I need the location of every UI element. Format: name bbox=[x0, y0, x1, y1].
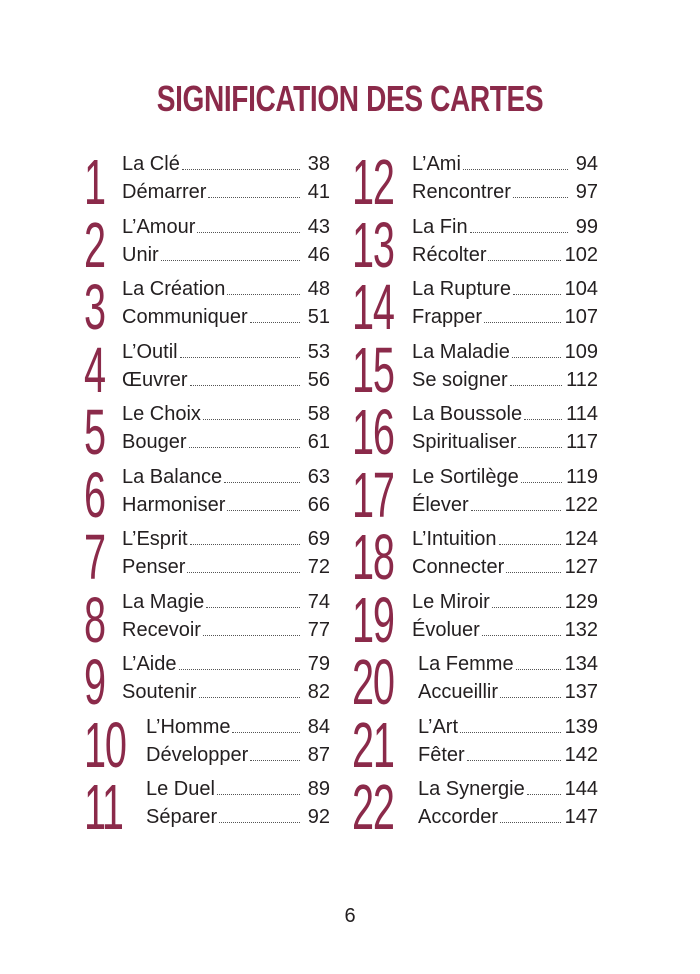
card-verb: Bouger bbox=[122, 431, 187, 453]
toc-entry bbox=[84, 333, 330, 406]
toc-entry bbox=[84, 146, 330, 218]
card-number: 2 bbox=[84, 208, 105, 281]
page-ref: 117 bbox=[566, 431, 598, 453]
card-verb: Élever bbox=[412, 493, 469, 516]
toc-line-verb[interactable] bbox=[122, 678, 330, 706]
toc-line-name[interactable] bbox=[122, 650, 330, 678]
dot-leader bbox=[217, 794, 300, 795]
page-ref: 134 bbox=[564, 653, 598, 675]
dot-leader bbox=[219, 822, 300, 823]
page-ref: 99 bbox=[575, 215, 598, 238]
toc-entry-lines bbox=[412, 588, 598, 644]
card-name: La Femme bbox=[418, 653, 514, 675]
card-verb: Développer bbox=[146, 743, 249, 766]
card-number: 1 bbox=[84, 146, 105, 218]
card-verb: Se soigner bbox=[412, 368, 508, 391]
toc-line-verb[interactable] bbox=[418, 678, 598, 706]
page-ref: 132 bbox=[564, 618, 598, 641]
card-number: 16 bbox=[352, 396, 394, 468]
toc-line-name[interactable] bbox=[122, 275, 330, 303]
dot-leader bbox=[524, 419, 562, 420]
toc-line-verb[interactable] bbox=[412, 553, 598, 581]
card-number: 22 bbox=[352, 771, 394, 843]
card-number: 13 bbox=[352, 208, 394, 281]
card-name: La Balance bbox=[122, 465, 223, 488]
toc-line-verb[interactable] bbox=[146, 741, 330, 769]
dot-leader bbox=[527, 794, 561, 795]
toc-entry-lines bbox=[122, 650, 330, 706]
card-verb: Accueillir bbox=[418, 681, 499, 703]
toc-entry-lines bbox=[412, 525, 598, 581]
toc-entry bbox=[84, 396, 330, 468]
page-ref: 92 bbox=[307, 806, 330, 828]
toc-entry bbox=[84, 708, 330, 781]
page-ref: 56 bbox=[307, 368, 330, 391]
toc-line-name[interactable] bbox=[418, 713, 598, 741]
card-verb: Recevoir bbox=[122, 618, 201, 641]
toc-entry bbox=[352, 583, 598, 656]
card-name: Le Choix bbox=[122, 403, 201, 425]
card-name: La Boussole bbox=[412, 403, 523, 425]
dot-leader bbox=[250, 322, 300, 323]
toc-line-name[interactable] bbox=[412, 525, 598, 553]
page-ref: 104 bbox=[564, 278, 598, 300]
card-verb: Unir bbox=[122, 243, 159, 266]
dot-leader bbox=[463, 169, 568, 170]
dot-leader bbox=[182, 169, 300, 170]
toc-line-name[interactable] bbox=[122, 463, 330, 491]
dot-leader bbox=[500, 697, 561, 698]
toc-line-verb[interactable] bbox=[122, 178, 330, 206]
toc-line-name[interactable] bbox=[146, 775, 330, 803]
card-name: La Clé bbox=[122, 153, 180, 175]
card-number: 3 bbox=[84, 271, 105, 343]
toc-column-right bbox=[352, 146, 598, 843]
toc-line-verb[interactable] bbox=[122, 616, 330, 644]
dot-leader bbox=[203, 635, 300, 636]
page-ref: 109 bbox=[564, 340, 598, 363]
dot-leader bbox=[500, 822, 561, 823]
card-name: L’Amour bbox=[122, 215, 196, 238]
card-verb: Spiritualiser bbox=[412, 431, 517, 453]
dot-leader bbox=[227, 510, 300, 511]
toc-line-verb[interactable] bbox=[122, 366, 330, 394]
toc-entry-lines bbox=[122, 400, 330, 456]
page-title: SIGNIFICATION DES CARTES bbox=[156, 78, 544, 119]
toc-entry bbox=[84, 646, 330, 718]
dot-leader bbox=[227, 294, 300, 295]
toc-entry-lines bbox=[122, 275, 330, 331]
toc-line-verb[interactable] bbox=[418, 803, 598, 831]
dot-leader bbox=[187, 572, 300, 573]
toc-line-name[interactable] bbox=[412, 275, 598, 303]
toc-entry bbox=[84, 271, 330, 343]
page-ref: 43 bbox=[307, 215, 330, 238]
toc-entry bbox=[352, 458, 598, 531]
card-number: 17 bbox=[352, 458, 394, 531]
card-name: La Création bbox=[122, 278, 226, 300]
page-ref: 144 bbox=[564, 778, 598, 800]
dot-leader bbox=[190, 385, 300, 386]
toc-line-name[interactable] bbox=[418, 775, 598, 803]
toc-entry-lines bbox=[412, 338, 598, 394]
toc-entry-lines bbox=[418, 650, 598, 706]
card-number: 15 bbox=[352, 333, 394, 406]
page-ref: 119 bbox=[566, 465, 598, 488]
card-name: La Magie bbox=[122, 590, 205, 613]
page-ref: 51 bbox=[307, 306, 330, 328]
toc-line-verb[interactable] bbox=[122, 491, 330, 519]
page-ref: 122 bbox=[564, 493, 598, 516]
dot-leader bbox=[206, 607, 300, 608]
card-verb: Penser bbox=[122, 556, 186, 578]
card-name: Le Duel bbox=[146, 778, 215, 800]
dot-leader bbox=[506, 572, 560, 573]
page-ref: 94 bbox=[575, 153, 598, 175]
toc-entry bbox=[352, 396, 598, 468]
toc-entry bbox=[84, 583, 330, 656]
dot-leader bbox=[208, 197, 300, 198]
toc-entry bbox=[84, 208, 330, 281]
card-number: 14 bbox=[352, 271, 394, 343]
page-ref: 124 bbox=[564, 528, 598, 550]
card-verb: Rencontrer bbox=[412, 181, 511, 203]
card-number: 12 bbox=[352, 146, 394, 218]
card-name: L’Outil bbox=[122, 340, 178, 363]
page-ref: 53 bbox=[307, 340, 330, 363]
dot-leader bbox=[484, 322, 561, 323]
card-name: La Fin bbox=[412, 215, 468, 238]
page-ref: 112 bbox=[566, 368, 598, 391]
toc-entry-lines bbox=[418, 775, 598, 831]
toc-entry bbox=[352, 708, 598, 781]
page-ref: 142 bbox=[564, 743, 598, 766]
dot-leader bbox=[470, 232, 568, 233]
page-ref: 129 bbox=[564, 590, 598, 613]
toc-line-verb[interactable] bbox=[412, 303, 598, 331]
card-verb: Récolter bbox=[412, 243, 487, 266]
toc-entry-lines bbox=[412, 463, 598, 519]
toc-line-verb[interactable] bbox=[146, 803, 330, 831]
page-ref: 114 bbox=[566, 403, 598, 425]
card-name: L’Ami bbox=[412, 153, 461, 175]
dot-leader bbox=[521, 482, 562, 483]
dot-leader bbox=[471, 510, 561, 511]
toc-entry bbox=[352, 208, 598, 281]
dot-leader bbox=[460, 732, 561, 733]
toc-entry bbox=[352, 646, 598, 718]
toc-entry bbox=[352, 771, 598, 843]
page-ref: 84 bbox=[307, 715, 330, 738]
toc-line-name[interactable] bbox=[122, 588, 330, 616]
card-verb: Accorder bbox=[418, 806, 499, 828]
page-ref: 147 bbox=[564, 806, 598, 828]
toc-line-name[interactable] bbox=[122, 338, 330, 366]
card-number: 4 bbox=[84, 333, 105, 406]
card-verb: Harmoniser bbox=[122, 493, 226, 516]
dot-leader bbox=[467, 760, 561, 761]
toc-line-name[interactable] bbox=[122, 525, 330, 553]
toc-entry-lines bbox=[146, 713, 330, 769]
card-name: La Synergie bbox=[418, 778, 525, 800]
toc-line-verb[interactable] bbox=[122, 553, 330, 581]
card-number: 20 bbox=[352, 646, 394, 718]
toc-column-left bbox=[84, 146, 330, 843]
card-number: 8 bbox=[84, 583, 105, 656]
dot-leader bbox=[518, 447, 562, 448]
page-ref: 127 bbox=[564, 556, 598, 578]
page-number: 6 bbox=[344, 905, 356, 927]
dot-leader bbox=[190, 544, 300, 545]
page-ref: 139 bbox=[564, 715, 598, 738]
page-ref: 61 bbox=[307, 431, 330, 453]
card-name: Le Sortilège bbox=[412, 465, 519, 488]
toc-entry-lines bbox=[122, 588, 330, 644]
card-verb: Connecter bbox=[412, 556, 505, 578]
page-ref: 137 bbox=[564, 681, 598, 703]
card-verb: Fêter bbox=[418, 743, 465, 766]
dot-leader bbox=[492, 607, 561, 608]
card-number: 10 bbox=[84, 708, 126, 781]
toc-entry-lines bbox=[412, 400, 598, 456]
card-name: L’Intuition bbox=[412, 528, 497, 550]
page-ref: 87 bbox=[307, 743, 330, 766]
toc-line-verb[interactable] bbox=[122, 303, 330, 331]
toc-line-name[interactable] bbox=[122, 213, 330, 241]
page-ref: 58 bbox=[307, 403, 330, 425]
toc-line-name[interactable] bbox=[412, 213, 598, 241]
card-name: Le Miroir bbox=[412, 590, 490, 613]
toc-entry bbox=[352, 333, 598, 406]
toc-line-name[interactable] bbox=[146, 713, 330, 741]
page-ref: 69 bbox=[307, 528, 330, 550]
dot-leader bbox=[180, 357, 300, 358]
toc-line-verb[interactable] bbox=[412, 491, 598, 519]
card-verb: Frapper bbox=[412, 306, 483, 328]
toc-entry-lines bbox=[122, 150, 330, 206]
card-name: L’Esprit bbox=[122, 528, 188, 550]
toc-line-verb[interactable] bbox=[122, 428, 330, 456]
toc-entry-lines bbox=[122, 463, 330, 519]
dot-leader bbox=[224, 482, 300, 483]
toc-line-name[interactable] bbox=[418, 650, 598, 678]
dot-leader bbox=[513, 294, 561, 295]
card-name: La Rupture bbox=[412, 278, 511, 300]
dot-leader bbox=[510, 385, 562, 386]
toc-entry bbox=[352, 271, 598, 343]
card-verb: Évoluer bbox=[412, 618, 480, 641]
card-name: L’Homme bbox=[146, 715, 231, 738]
card-name: L’Art bbox=[418, 715, 459, 738]
card-name: La Maladie bbox=[412, 340, 510, 363]
page-ref: 72 bbox=[307, 556, 330, 578]
page-ref: 41 bbox=[307, 181, 330, 203]
page-ref: 102 bbox=[564, 243, 598, 266]
card-number: 18 bbox=[352, 521, 394, 593]
dot-leader bbox=[499, 544, 561, 545]
page-ref: 63 bbox=[307, 465, 330, 488]
card-number: 21 bbox=[352, 708, 394, 781]
toc-entry bbox=[84, 771, 330, 843]
dot-leader bbox=[250, 760, 300, 761]
toc-entry bbox=[352, 146, 598, 218]
card-verb: Communiquer bbox=[122, 306, 248, 328]
toc-entry-lines bbox=[412, 150, 598, 206]
card-verb: Démarrer bbox=[122, 181, 207, 203]
toc-line-verb[interactable] bbox=[412, 366, 598, 394]
dot-leader bbox=[197, 232, 300, 233]
toc-entry-lines bbox=[412, 213, 598, 269]
page-ref: 82 bbox=[307, 681, 330, 703]
toc-entry-lines bbox=[122, 338, 330, 394]
toc-entry-lines bbox=[146, 775, 330, 831]
toc-entry bbox=[84, 521, 330, 593]
toc-entry bbox=[84, 458, 330, 531]
toc-entry-lines bbox=[122, 525, 330, 581]
toc-entry-lines bbox=[122, 213, 330, 269]
toc-line-verb[interactable] bbox=[412, 428, 598, 456]
toc-line-verb[interactable] bbox=[412, 241, 598, 269]
card-number: 19 bbox=[352, 583, 394, 656]
dot-leader bbox=[512, 357, 561, 358]
page-ref: 74 bbox=[307, 590, 330, 613]
page-ref: 89 bbox=[307, 778, 330, 800]
toc-line-name[interactable] bbox=[122, 150, 330, 178]
dot-leader bbox=[488, 260, 560, 261]
dot-leader bbox=[516, 669, 561, 670]
toc-line-name[interactable] bbox=[122, 400, 330, 428]
toc-line-verb[interactable] bbox=[122, 241, 330, 269]
toc-line-name[interactable] bbox=[412, 400, 598, 428]
card-number: 6 bbox=[84, 458, 105, 531]
toc-line-verb[interactable] bbox=[418, 741, 598, 769]
card-verb: Soutenir bbox=[122, 681, 197, 703]
toc-line-verb[interactable] bbox=[412, 178, 598, 206]
page-ref: 107 bbox=[564, 306, 598, 328]
page-ref: 46 bbox=[307, 243, 330, 266]
card-verb: Œuvrer bbox=[122, 368, 188, 391]
card-number: 5 bbox=[84, 396, 105, 468]
page-ref: 38 bbox=[307, 153, 330, 175]
card-number: 7 bbox=[84, 521, 105, 593]
dot-leader bbox=[482, 635, 561, 636]
toc-line-name[interactable] bbox=[412, 150, 598, 178]
toc-entry-lines bbox=[412, 275, 598, 331]
dot-leader bbox=[203, 419, 300, 420]
toc-line-name[interactable] bbox=[412, 463, 598, 491]
dot-leader bbox=[179, 669, 301, 670]
page-ref: 79 bbox=[307, 653, 330, 675]
card-number: 9 bbox=[84, 646, 105, 718]
dot-leader bbox=[199, 697, 301, 698]
card-number: 11 bbox=[84, 771, 123, 843]
dot-leader bbox=[161, 260, 300, 261]
dot-leader bbox=[189, 447, 301, 448]
toc-entry-lines bbox=[418, 713, 598, 769]
page-ref: 97 bbox=[575, 181, 598, 203]
page-ref: 77 bbox=[307, 618, 330, 641]
toc-entry bbox=[352, 521, 598, 593]
page-ref: 66 bbox=[307, 493, 330, 516]
card-verb: Séparer bbox=[146, 806, 218, 828]
toc-line-name[interactable] bbox=[412, 588, 598, 616]
toc-line-verb[interactable] bbox=[412, 616, 598, 644]
card-name: L’Aide bbox=[122, 653, 177, 675]
dot-leader bbox=[513, 197, 568, 198]
dot-leader bbox=[232, 732, 300, 733]
page-ref: 48 bbox=[307, 278, 330, 300]
toc-line-name[interactable] bbox=[412, 338, 598, 366]
